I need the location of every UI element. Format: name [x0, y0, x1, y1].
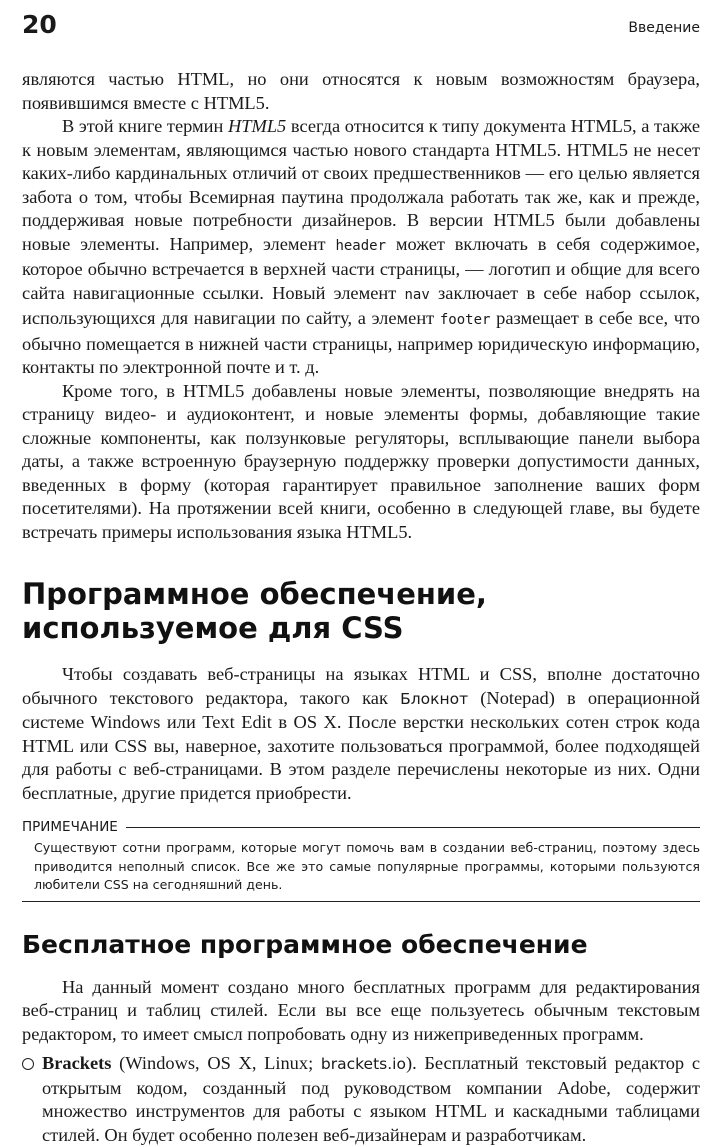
code-nav: nav [404, 286, 430, 303]
list-item: Brackets (Windows, OS X, Linux; brackets.io). Бесплатный текстовый редактор с открытым кодом, созданный под руководством компании Adobe, содержит множество инструментов для работы с языком HTML и каскадными таблицами стилей. Он будет особенно полезен веб-дизайнерам и разработчикам. [22, 1052, 700, 1147]
intro-paragraph-2: В этой книге термин HTML5 всегда относится к типу документа HTML5, а также к новым элементам, являющимся частью нового стандарта HTML5. HTML5 не несет каких-либо кардинальных отличий от своих предшественников — его целью является забота о том, чтобы Всемирная паутина продолжала работать так же, как и прежде, поддерживая новые потребности дизайнеров. В версии HTML5 были добавлены новые элементы. Например, элемент header может включать в себя содержимое, которое обычно встречается в верхней части страницы, — логотип и общие для всего сайта навигационные ссылки. Новый элемент nav заключает в себе набор ссылок, использующихся для навигации по сайту, а элемент footer размещает в себе все, что обычно помещается в нижней части страницы, например юридическую информацию, контакты по электронной почте и т. д. [22, 116, 700, 377]
code-header: header [335, 237, 387, 254]
section-title: Программное обеспечение, используемое для CSS [22, 577, 487, 645]
product-name-brackets: Brackets [42, 1053, 112, 1073]
page-content [22, 68, 700, 1147]
subsection-paragraph-1: На данный момент создано много бесплатных программ для редактирования веб-страниц и таблиц стилей. Если вы все еще пользуетесь обычным текстовым редактором, то имеет смысл попробовать одну из нижеприведенных программ. [22, 976, 700, 1044]
page-number: 20 [22, 10, 57, 39]
intro-paragraph-1: являются частью HTML, но они относятся к новым возможностям браузера, появившимся вместе с HTML5. [22, 69, 700, 113]
page-header [22, 8, 700, 48]
url-brackets[interactable]: brackets.io [320, 1055, 406, 1073]
app-notepad: Блокнот [400, 689, 469, 708]
term-html5: HTML5 [228, 116, 287, 136]
note-rule [126, 827, 700, 828]
note-bottom-rule [22, 901, 700, 902]
note-label: ПРИМЕЧАНИЕ [22, 819, 118, 835]
section-paragraph-1: Чтобы создавать веб-страницы на языках HTML и CSS, вполне достаточно обычного текстового редактора, такого как Блокнот (Notepad) в операционной системе Windows или Text Edit в OS X. После верстки нескольких сотен строк кода HTML или CSS вы, наверное, захотите пользоваться программой, более подходящей для работы с веб-страницами. В этом разделе перечислены некоторые из них. Одни бесплатные, другие придется приобрести. [22, 664, 700, 803]
intro-paragraph-3: Кроме того, в HTML5 добавлены новые элементы, позволяющие внедрять на страницу видео- и аудиоконтент, и новые элементы формы, добавляющие такие сложные компоненты, как ползунковые регуляторы, всплывающие панели выбора даты, а также встроенную браузерную поддержку проверки допустимости данных, введенных в форму (которая гарантирует правильное заполнение ваших форм посетителями). На протяжении всей книги, особенно в следующей главе, вы будете встречать примеры использования языка HTML5. [22, 380, 700, 542]
note-box [22, 819, 700, 902]
code-footer: footer [439, 312, 491, 328]
circle-bullet-icon [22, 1058, 34, 1070]
running-head: Введение [628, 20, 700, 36]
note-text: Существуют сотни программ, которые могут помочь вам в создании веб-страниц, поэтому здесь приводится неполный список. Все же это самые популярные программы, которыми пользуются любители CSS на сегодняшний день. [34, 840, 700, 892]
free-software-list [22, 1052, 700, 1147]
subsection-title: Бесплатное программное обеспечение [22, 929, 588, 959]
note-header [22, 819, 700, 835]
